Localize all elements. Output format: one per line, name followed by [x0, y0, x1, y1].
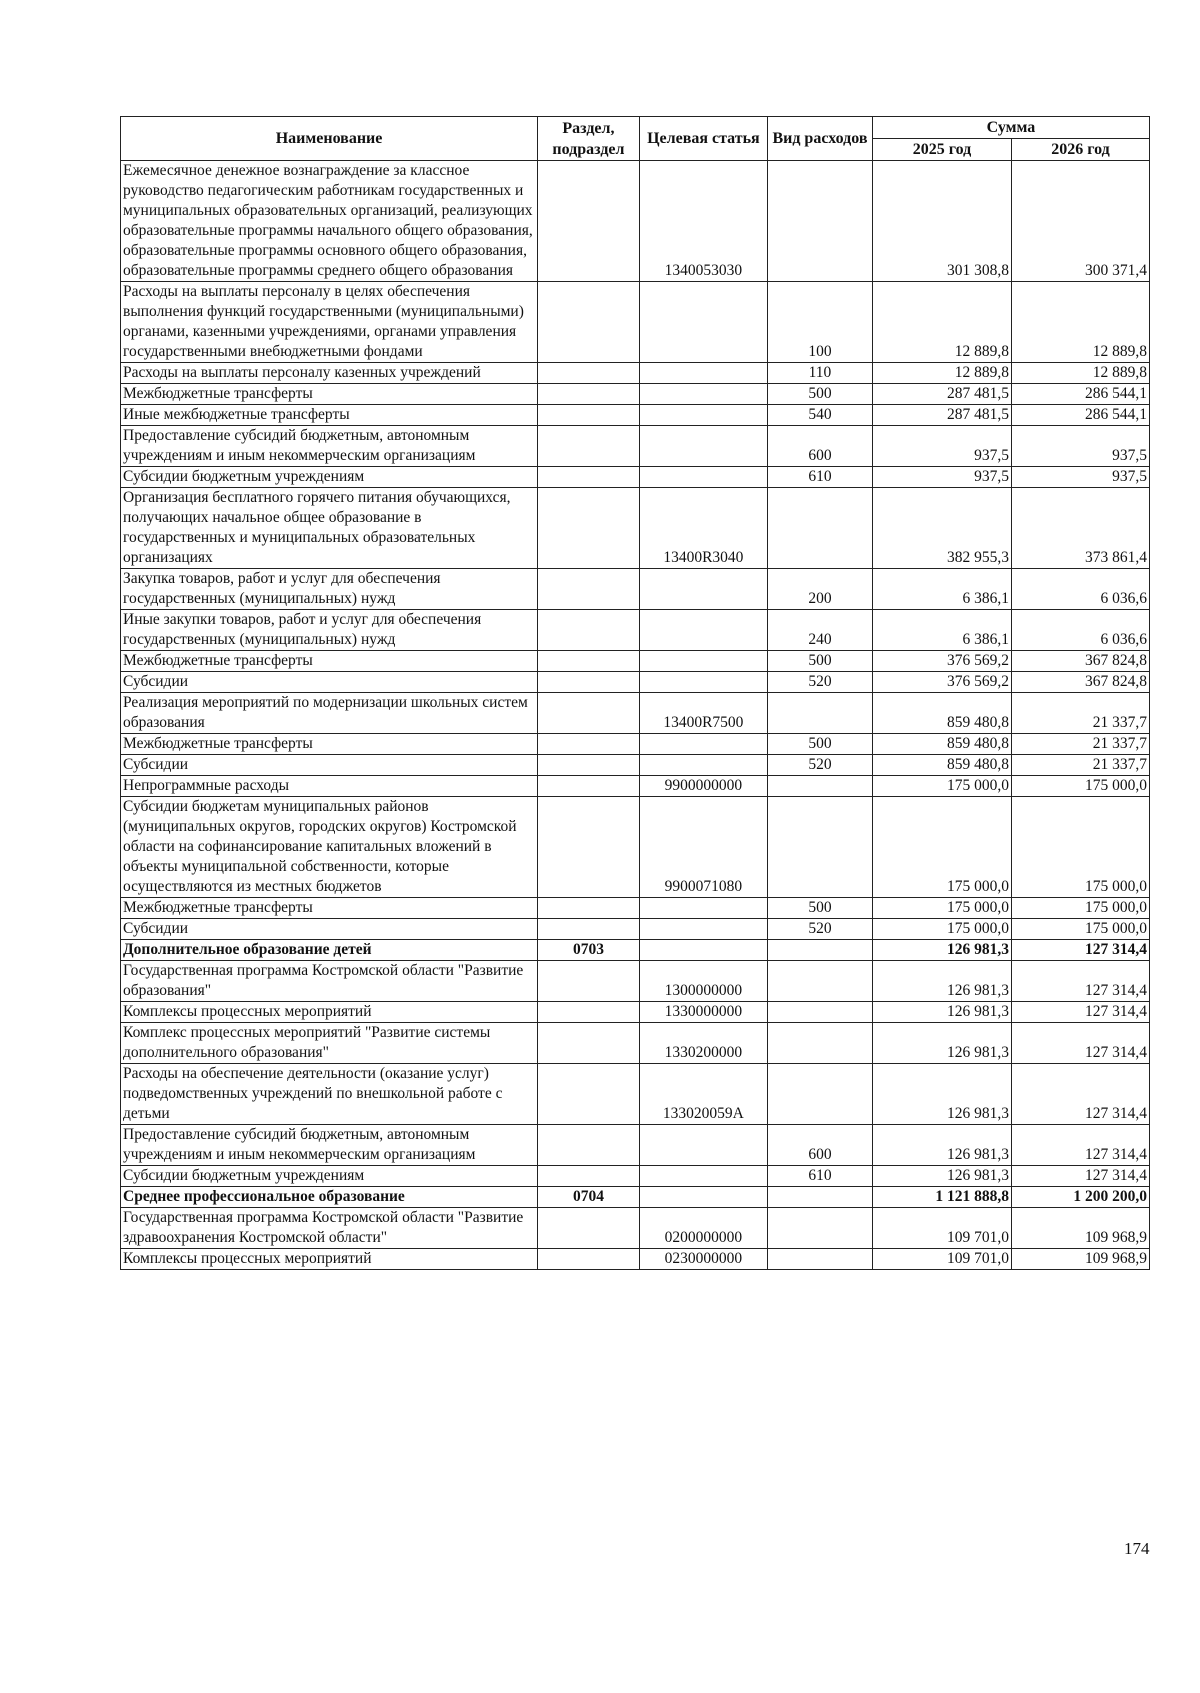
row-section — [538, 898, 640, 919]
row-sum-2025: 6 386,1 — [873, 569, 1012, 610]
row-target — [639, 569, 767, 610]
row-name: Государственная программа Костромской области "Развитие здравоохранения Костромской области" — [121, 1208, 538, 1249]
row-sum-2026: 127 314,4 — [1012, 940, 1150, 961]
row-target: 9900000000 — [639, 776, 767, 797]
row-target: 13400R3040 — [639, 488, 767, 569]
row-sum-2025: 287 481,5 — [873, 384, 1012, 405]
row-name: Дополнительное образование детей — [121, 940, 538, 961]
row-target — [639, 363, 767, 384]
row-type: 500 — [767, 651, 872, 672]
table-row — [121, 405, 1150, 426]
table-row — [121, 961, 1150, 1002]
row-sum-2025: 126 981,3 — [873, 1064, 1012, 1125]
table-row — [121, 1249, 1150, 1270]
row-sum-2026: 175 000,0 — [1012, 776, 1150, 797]
row-type: 600 — [767, 426, 872, 467]
table-row — [121, 919, 1150, 940]
row-name: Комплекс процессных мероприятий "Развитие системы дополнительного образования" — [121, 1023, 538, 1064]
row-sum-2026: 300 371,4 — [1012, 161, 1150, 282]
row-type: 540 — [767, 405, 872, 426]
row-sum-2025: 376 569,2 — [873, 651, 1012, 672]
row-target — [639, 610, 767, 651]
header-section: Раздел, подраздел — [538, 117, 640, 161]
row-name: Организация бесплатного горячего питания обучающихся, получающих начальное общее образование в государственных и муниципальных образовательных организациях — [121, 488, 538, 569]
budget-table — [120, 116, 1150, 1270]
row-name: Межбюджетные трансферты — [121, 734, 538, 755]
row-name: Ежемесячное денежное вознаграждение за классное руководство педагогическим работникам государственных и муниципальных образовательных организаций, реализующих образовательные программы начального общего образования, образовательные программы основного общего образования, образовательные программы среднего общего образования — [121, 161, 538, 282]
table-row — [121, 1125, 1150, 1166]
row-type: 500 — [767, 898, 872, 919]
row-target — [639, 467, 767, 488]
row-name: Субсидии бюджетным учреждениям — [121, 467, 538, 488]
table-row — [121, 363, 1150, 384]
row-target — [639, 755, 767, 776]
row-sum-2026: 175 000,0 — [1012, 797, 1150, 898]
row-target: 0200000000 — [639, 1208, 767, 1249]
row-sum-2026: 175 000,0 — [1012, 919, 1150, 940]
row-type — [767, 776, 872, 797]
row-target: 133020059А — [639, 1064, 767, 1125]
row-sum-2026: 286 544,1 — [1012, 384, 1150, 405]
row-sum-2026: 175 000,0 — [1012, 898, 1150, 919]
row-name: Предоставление субсидий бюджетным, автономным учреждениям и иным некоммерческим организациям — [121, 1125, 538, 1166]
row-sum-2026: 6 036,6 — [1012, 610, 1150, 651]
row-name: Комплексы процессных мероприятий — [121, 1002, 538, 1023]
table-row — [121, 1208, 1150, 1249]
row-sum-2026: 127 314,4 — [1012, 1125, 1150, 1166]
row-type — [767, 940, 872, 961]
row-type — [767, 961, 872, 1002]
row-section — [538, 610, 640, 651]
row-target: 0230000000 — [639, 1249, 767, 1270]
row-name: Субсидии — [121, 919, 538, 940]
row-sum-2026: 127 314,4 — [1012, 961, 1150, 1002]
row-section — [538, 1002, 640, 1023]
table-row — [121, 1002, 1150, 1023]
row-sum-2025: 126 981,3 — [873, 1023, 1012, 1064]
row-name: Межбюджетные трансферты — [121, 384, 538, 405]
row-section — [538, 1023, 640, 1064]
row-section — [538, 1166, 640, 1187]
row-target — [639, 384, 767, 405]
header-2026: 2026 год — [1012, 139, 1150, 161]
table-body — [121, 161, 1150, 1270]
row-section — [538, 734, 640, 755]
row-sum-2026: 373 861,4 — [1012, 488, 1150, 569]
row-section — [538, 426, 640, 467]
row-type — [767, 1187, 872, 1208]
table-row — [121, 651, 1150, 672]
row-sum-2026: 127 314,4 — [1012, 1064, 1150, 1125]
row-type — [767, 1002, 872, 1023]
row-sum-2025: 937,5 — [873, 467, 1012, 488]
row-sum-2025: 6 386,1 — [873, 610, 1012, 651]
row-type: 610 — [767, 467, 872, 488]
row-target — [639, 1166, 767, 1187]
row-sum-2025: 109 701,0 — [873, 1249, 1012, 1270]
row-type: 500 — [767, 384, 872, 405]
row-sum-2025: 175 000,0 — [873, 797, 1012, 898]
row-sum-2025: 376 569,2 — [873, 672, 1012, 693]
row-target — [639, 405, 767, 426]
table-row — [121, 693, 1150, 734]
row-sum-2025: 1 121 888,8 — [873, 1187, 1012, 1208]
row-target — [639, 672, 767, 693]
table-row — [121, 569, 1150, 610]
table-row — [121, 898, 1150, 919]
row-name: Расходы на выплаты персоналу казенных учреждений — [121, 363, 538, 384]
table-row — [121, 488, 1150, 569]
row-sum-2026: 937,5 — [1012, 467, 1150, 488]
table-row — [121, 734, 1150, 755]
row-name: Межбюджетные трансферты — [121, 651, 538, 672]
row-sum-2025: 126 981,3 — [873, 1002, 1012, 1023]
row-section — [538, 384, 640, 405]
row-name: Субсидии бюджетам муниципальных районов (муниципальных округов, городских округов) Костромской области на софинансирование капитальных вложений в объекты муниципальной собственности, которые осуществляются из местных бюджетов — [121, 797, 538, 898]
row-section — [538, 776, 640, 797]
row-target: 1340053030 — [639, 161, 767, 282]
row-target: 1300000000 — [639, 961, 767, 1002]
row-section — [538, 1064, 640, 1125]
row-sum-2025: 937,5 — [873, 426, 1012, 467]
table-row — [121, 426, 1150, 467]
row-sum-2025: 859 480,8 — [873, 693, 1012, 734]
row-target — [639, 1125, 767, 1166]
row-section — [538, 161, 640, 282]
row-target: 1330000000 — [639, 1002, 767, 1023]
row-sum-2026: 12 889,8 — [1012, 282, 1150, 363]
row-sum-2026: 127 314,4 — [1012, 1002, 1150, 1023]
row-section — [538, 755, 640, 776]
row-type — [767, 1249, 872, 1270]
row-sum-2025: 12 889,8 — [873, 282, 1012, 363]
row-name: Расходы на обеспечение деятельности (оказание услуг) подведомственных учреждений по внешкольной работе с детьми — [121, 1064, 538, 1125]
table-row — [121, 797, 1150, 898]
header-name: Наименование — [121, 117, 538, 161]
row-sum-2025: 175 000,0 — [873, 898, 1012, 919]
row-section: 0704 — [538, 1187, 640, 1208]
row-section — [538, 797, 640, 898]
table-row — [121, 755, 1150, 776]
row-name: Государственная программа Костромской области "Развитие образования" — [121, 961, 538, 1002]
table-row — [121, 282, 1150, 363]
row-type: 100 — [767, 282, 872, 363]
row-section: 0703 — [538, 940, 640, 961]
row-type — [767, 693, 872, 734]
row-type — [767, 1023, 872, 1064]
row-type: 500 — [767, 734, 872, 755]
row-type — [767, 1208, 872, 1249]
row-sum-2026: 367 824,8 — [1012, 672, 1150, 693]
page-number: 174 — [1124, 1539, 1150, 1558]
table-row — [121, 161, 1150, 282]
row-name: Закупка товаров, работ и услуг для обеспечения государственных (муниципальных) нужд — [121, 569, 538, 610]
row-name: Иные межбюджетные трансферты — [121, 405, 538, 426]
row-type: 200 — [767, 569, 872, 610]
table-row — [121, 1023, 1150, 1064]
row-sum-2025: 109 701,0 — [873, 1208, 1012, 1249]
row-sum-2025: 175 000,0 — [873, 919, 1012, 940]
row-target: 9900071080 — [639, 797, 767, 898]
row-sum-2026: 127 314,4 — [1012, 1023, 1150, 1064]
row-name: Реализация мероприятий по модернизации школьных систем образования — [121, 693, 538, 734]
row-section — [538, 651, 640, 672]
table-row — [121, 776, 1150, 797]
row-name: Среднее профессиональное образование — [121, 1187, 538, 1208]
row-target — [639, 734, 767, 755]
table-row — [121, 672, 1150, 693]
row-target — [639, 282, 767, 363]
row-sum-2025: 12 889,8 — [873, 363, 1012, 384]
row-type: 610 — [767, 1166, 872, 1187]
table-row — [121, 1064, 1150, 1125]
row-type: 600 — [767, 1125, 872, 1166]
row-type: 520 — [767, 919, 872, 940]
row-sum-2025: 126 981,3 — [873, 1125, 1012, 1166]
row-section — [538, 405, 640, 426]
row-name: Субсидии — [121, 755, 538, 776]
row-target — [639, 898, 767, 919]
row-sum-2026: 127 314,4 — [1012, 1166, 1150, 1187]
row-sum-2025: 859 480,8 — [873, 734, 1012, 755]
row-sum-2026: 21 337,7 — [1012, 693, 1150, 734]
table-row — [121, 610, 1150, 651]
row-section — [538, 1249, 640, 1270]
table-row — [121, 1166, 1150, 1187]
header-row — [121, 117, 1150, 139]
row-name: Иные закупки товаров, работ и услуг для обеспечения государственных (муниципальных) нужд — [121, 610, 538, 651]
row-section — [538, 282, 640, 363]
row-sum-2026: 937,5 — [1012, 426, 1150, 467]
row-sum-2026: 12 889,8 — [1012, 363, 1150, 384]
row-sum-2025: 126 981,3 — [873, 1166, 1012, 1187]
table-row — [121, 1187, 1150, 1208]
row-target — [639, 651, 767, 672]
row-sum-2026: 21 337,7 — [1012, 734, 1150, 755]
row-sum-2025: 287 481,5 — [873, 405, 1012, 426]
header-type: Вид расходов — [767, 117, 872, 161]
row-name: Непрограммные расходы — [121, 776, 538, 797]
row-sum-2025: 859 480,8 — [873, 755, 1012, 776]
row-sum-2026: 109 968,9 — [1012, 1249, 1150, 1270]
row-name: Расходы на выплаты персоналу в целях обеспечения выполнения функций государственными (муниципальными) органами, казенными учреждениями, органами управления государственными внебюджетными фондами — [121, 282, 538, 363]
row-target — [639, 940, 767, 961]
row-type: 520 — [767, 672, 872, 693]
row-section — [538, 919, 640, 940]
header-2025: 2025 год — [873, 139, 1012, 161]
row-name: Субсидии бюджетным учреждениям — [121, 1166, 538, 1187]
row-section — [538, 467, 640, 488]
header-sum: Сумма — [873, 117, 1150, 139]
row-sum-2025: 175 000,0 — [873, 776, 1012, 797]
row-target — [639, 919, 767, 940]
row-sum-2025: 301 308,8 — [873, 161, 1012, 282]
row-type: 110 — [767, 363, 872, 384]
row-type — [767, 797, 872, 898]
row-sum-2026: 367 824,8 — [1012, 651, 1150, 672]
row-section — [538, 488, 640, 569]
row-sum-2025: 382 955,3 — [873, 488, 1012, 569]
row-sum-2025: 126 981,3 — [873, 961, 1012, 1002]
row-target — [639, 426, 767, 467]
row-type — [767, 161, 872, 282]
row-section — [538, 1208, 640, 1249]
row-type — [767, 1064, 872, 1125]
row-target — [639, 1187, 767, 1208]
row-type — [767, 488, 872, 569]
row-section — [538, 363, 640, 384]
row-sum-2025: 126 981,3 — [873, 940, 1012, 961]
row-target: 13400R7500 — [639, 693, 767, 734]
row-sum-2026: 6 036,6 — [1012, 569, 1150, 610]
row-sum-2026: 1 200 200,0 — [1012, 1187, 1150, 1208]
row-section — [538, 569, 640, 610]
row-target: 1330200000 — [639, 1023, 767, 1064]
row-section — [538, 961, 640, 1002]
table-row — [121, 467, 1150, 488]
row-name: Межбюджетные трансферты — [121, 898, 538, 919]
row-section — [538, 1125, 640, 1166]
header-target: Целевая статья — [639, 117, 767, 161]
row-section — [538, 672, 640, 693]
row-type: 240 — [767, 610, 872, 651]
row-sum-2026: 21 337,7 — [1012, 755, 1150, 776]
row-name: Субсидии — [121, 672, 538, 693]
row-sum-2026: 109 968,9 — [1012, 1208, 1150, 1249]
row-name: Предоставление субсидий бюджетным, автономным учреждениям и иным некоммерческим организациям — [121, 426, 538, 467]
table-row — [121, 384, 1150, 405]
table-row — [121, 940, 1150, 961]
row-sum-2026: 286 544,1 — [1012, 405, 1150, 426]
row-section — [538, 693, 640, 734]
row-name: Комплексы процессных мероприятий — [121, 1249, 538, 1270]
row-type: 520 — [767, 755, 872, 776]
